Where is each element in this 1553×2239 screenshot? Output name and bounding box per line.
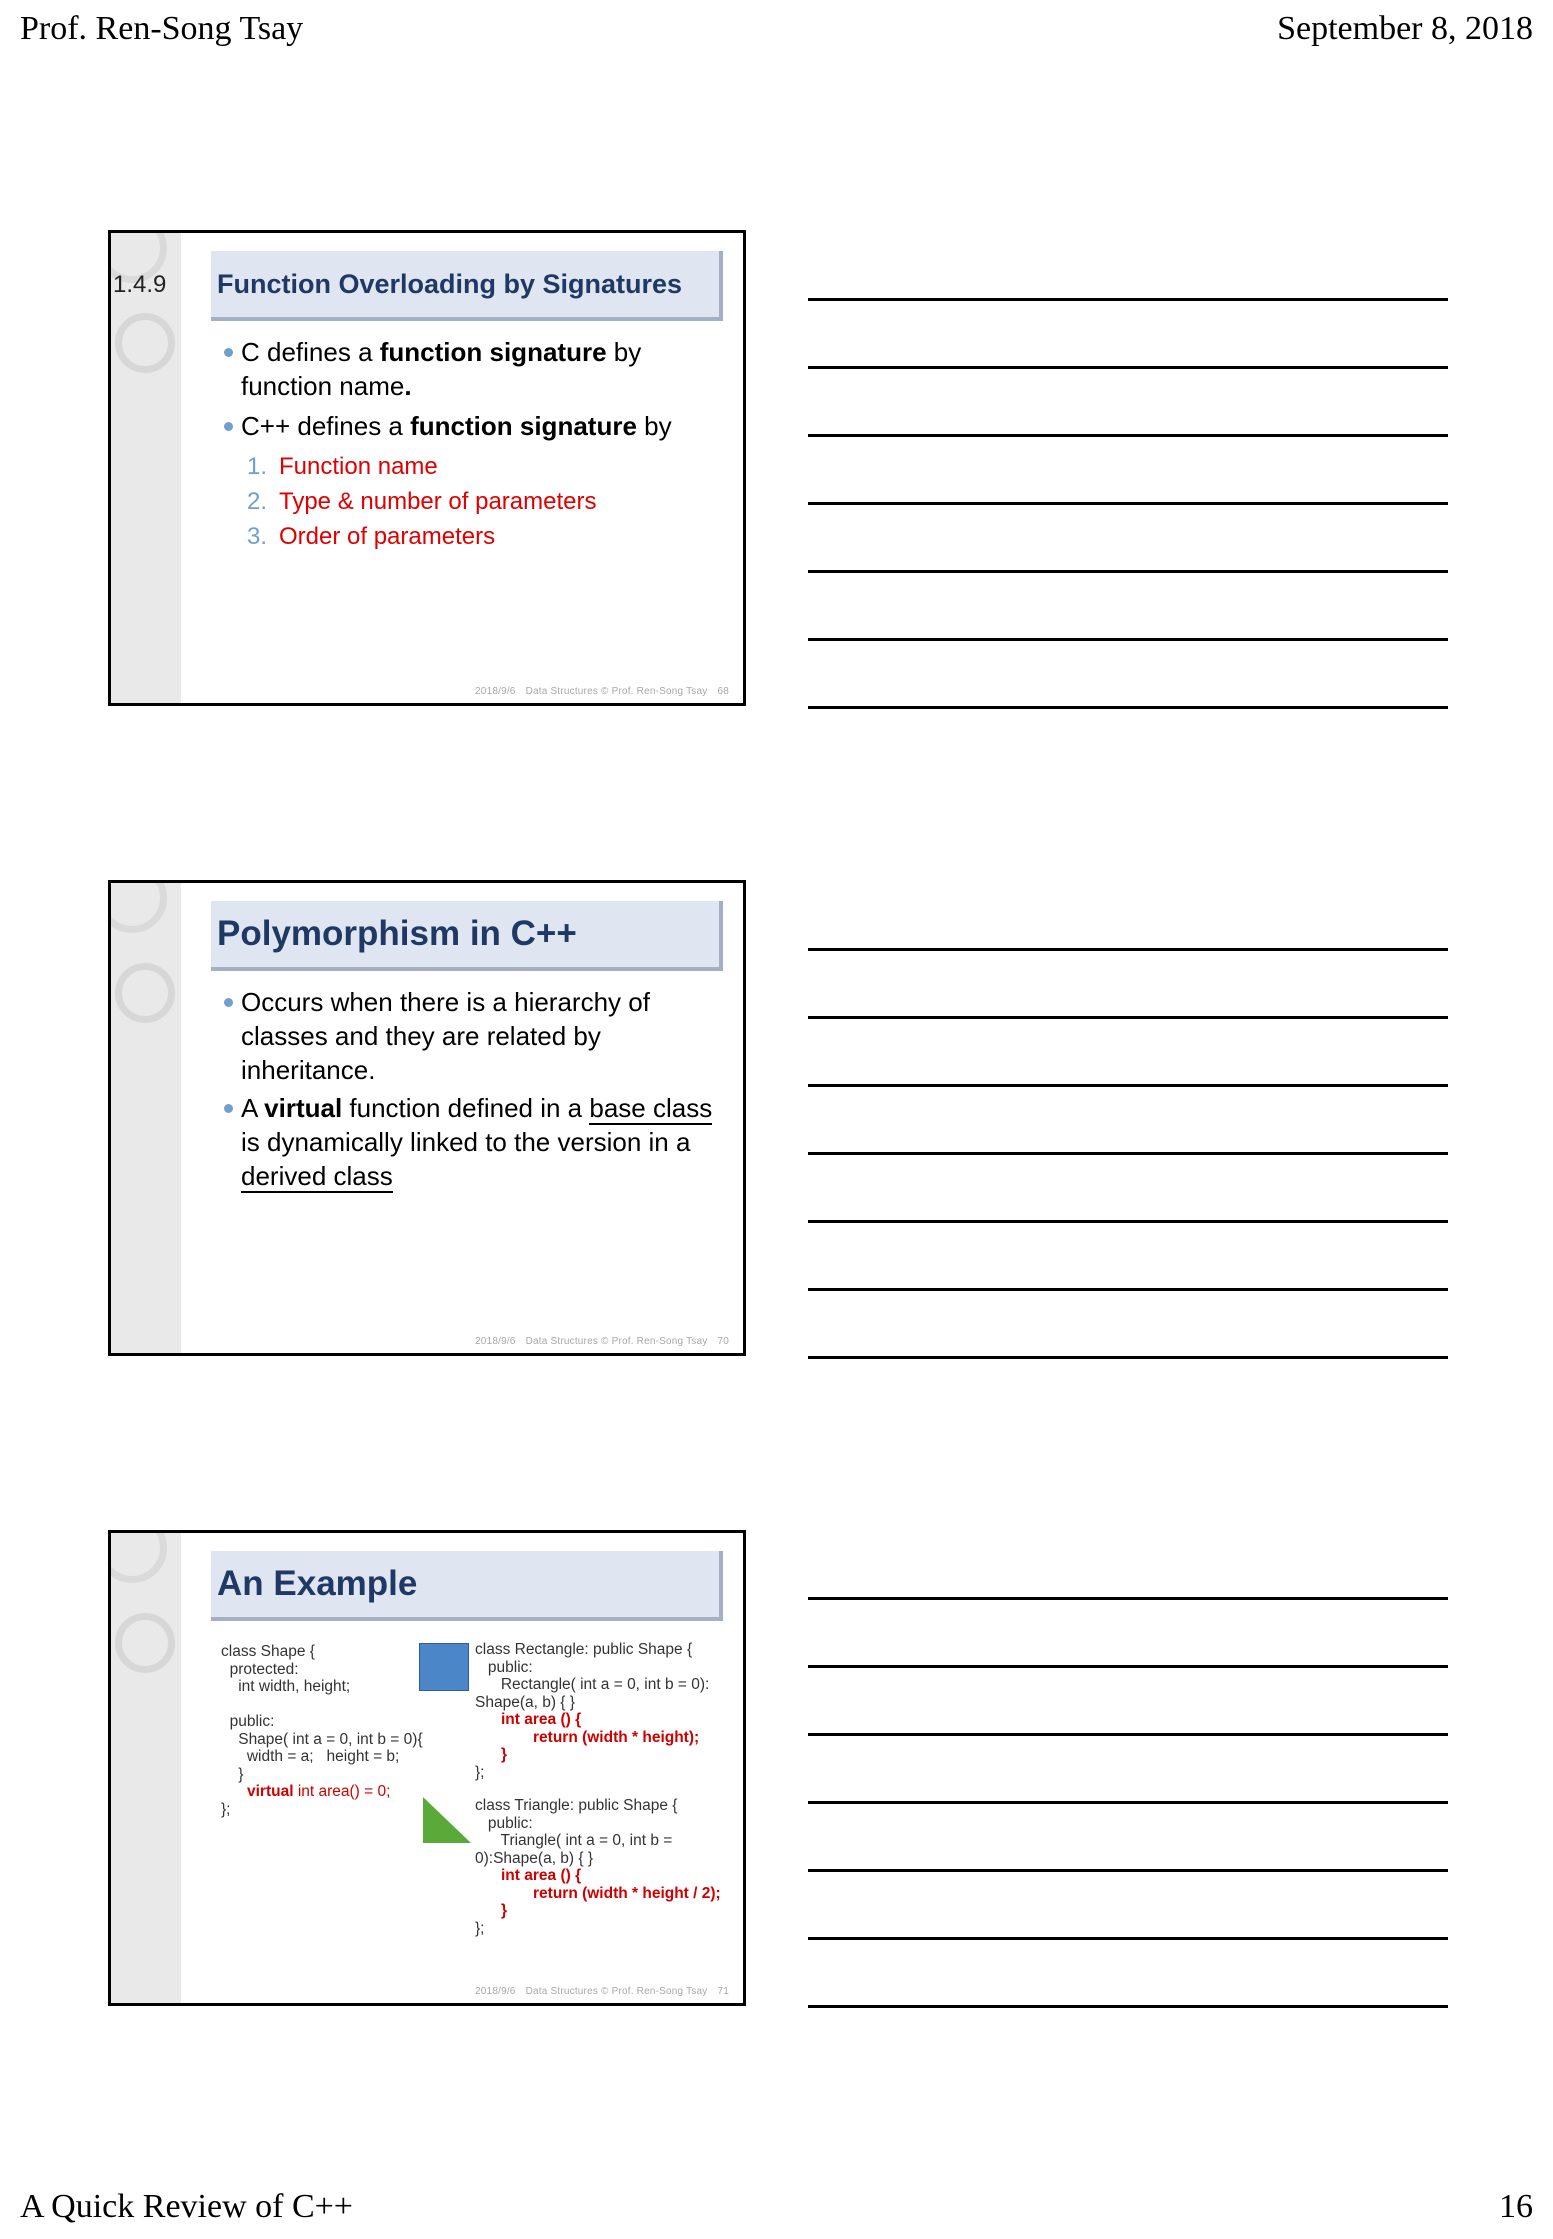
rectangle-icon — [419, 1643, 469, 1691]
code-shape-class — [221, 1643, 423, 1818]
slide-footer-course: Data Structures © Prof. Ren-Song Tsay — [525, 1986, 708, 1997]
slide-title-box — [211, 251, 723, 321]
bullet-period: . — [404, 371, 412, 401]
code-triangle-class — [475, 1797, 721, 1937]
slide-footer-date: 2018/9/6 — [475, 686, 516, 697]
bullet-item — [221, 1091, 721, 1193]
slide-side-strip — [111, 883, 181, 1353]
slide-footer-number: 68 — [717, 686, 729, 697]
slide-footer — [465, 1336, 729, 1347]
code-line: width = a; height = b; — [221, 1748, 400, 1765]
slide-footer — [465, 1986, 729, 1997]
bullet-item — [221, 985, 721, 1087]
bullet-text: function defined in a — [342, 1093, 590, 1123]
note-line — [808, 1016, 1448, 1019]
note-line — [808, 366, 1448, 369]
code-line: public: — [475, 1814, 533, 1832]
note-line — [808, 1356, 1448, 1359]
code-line: }; — [221, 1800, 231, 1818]
note-line — [808, 1288, 1448, 1291]
bullet-emphasis: function signature — [379, 337, 607, 367]
list-number: 2. — [247, 488, 268, 515]
list-number: 3. — [247, 523, 268, 550]
slide-footer-date: 2018/9/6 — [475, 1336, 516, 1347]
header-date: September 8, 2018 — [1277, 10, 1533, 47]
numbered-list — [247, 449, 721, 554]
slide-side-strip — [111, 233, 181, 703]
bullet-item — [221, 409, 721, 443]
list-item — [247, 484, 721, 519]
list-text: Type & number of parameters — [279, 488, 597, 515]
note-line — [808, 1597, 1448, 1600]
underlined-term: derived class — [241, 1161, 393, 1191]
code-line: } — [221, 1765, 244, 1783]
code-line: protected: — [221, 1660, 299, 1678]
bullet-text: by function name — [241, 337, 642, 401]
bullet-text: C defines a — [241, 337, 380, 367]
note-line — [808, 948, 1448, 951]
note-line — [808, 570, 1448, 573]
code-line: class Shape { — [221, 1643, 315, 1660]
list-text: Order of parameters — [279, 523, 496, 550]
list-item — [247, 449, 721, 484]
code-line: int width, height; — [221, 1678, 351, 1695]
note-line — [808, 638, 1448, 641]
slide-footer-course: Data Structures © Prof. Ren-Song Tsay — [525, 1336, 708, 1347]
slide-title-box — [211, 1551, 723, 1621]
bullet-text: A — [241, 1093, 265, 1123]
decorative-ring — [108, 880, 167, 933]
slide-footer-number: 71 — [717, 1986, 729, 1997]
bullet-list — [221, 985, 721, 1199]
code-text: int area() = 0; — [293, 1783, 391, 1800]
list-number: 1. — [247, 453, 268, 480]
note-line — [808, 1084, 1448, 1087]
note-line — [808, 706, 1448, 709]
note-line — [808, 1937, 1448, 1940]
bullet-text: C++ defines a — [241, 411, 411, 441]
code-line: int area () { — [501, 1867, 582, 1884]
bullet-list — [221, 335, 721, 554]
bullet-text: by — [636, 411, 672, 441]
code-line: Rectangle( int a = 0, int b = 0): — [475, 1676, 710, 1693]
note-line — [808, 434, 1448, 437]
decorative-ring — [108, 1530, 167, 1583]
slide-footer — [465, 686, 729, 697]
code-line: public: — [475, 1658, 533, 1676]
list-item — [247, 519, 721, 554]
note-line — [808, 1220, 1448, 1223]
slide-footer-number: 70 — [717, 1336, 729, 1347]
decorative-ring — [115, 313, 175, 373]
code-line: int area () { — [501, 1711, 582, 1728]
note-line — [808, 298, 1448, 301]
virtual-keyword: virtual — [247, 1783, 294, 1800]
document-title: A Quick Review of C++ — [20, 2188, 353, 2225]
note-line — [808, 1152, 1448, 1155]
code-line: } — [501, 1746, 508, 1763]
note-line — [808, 2005, 1448, 2008]
code-line: Shape( int a = 0, int b = 0){ — [221, 1730, 423, 1748]
slide-title: Function Overloading by Signatures — [217, 268, 683, 299]
list-text: Function name — [279, 453, 438, 480]
note-line — [808, 1801, 1448, 1804]
slide-an-example — [108, 1530, 746, 2006]
code-line: Triangle( int a = 0, int b = — [475, 1832, 673, 1849]
code-line: public: — [221, 1713, 275, 1730]
note-line — [808, 502, 1448, 505]
note-line — [808, 1665, 1448, 1668]
code-line: return (width * height); — [533, 1728, 700, 1746]
underlined-term: base class — [589, 1093, 713, 1123]
triangle-icon — [421, 1797, 473, 1845]
decorative-ring — [115, 1613, 175, 1673]
code-rectangle-class — [475, 1641, 709, 1781]
bullet-text: is dynamically linked to the version in a — [241, 1127, 691, 1157]
bullet-text: Occurs when there is a hierarchy of classes and they are related by inheritance. — [241, 987, 650, 1085]
code-line: class Triangle: public Shape { — [475, 1797, 678, 1814]
slide-function-overloading — [108, 230, 746, 706]
page-number: 16 — [1499, 2188, 1533, 2225]
slide-footer-course: Data Structures © Prof. Ren-Song Tsay — [525, 686, 708, 697]
code-line — [221, 1783, 423, 1801]
code-line: 0):Shape(a, b) { } — [475, 1849, 594, 1867]
code-line: Shape(a, b) { } — [475, 1693, 575, 1711]
header-author: Prof. Ren-Song Tsay — [20, 10, 304, 47]
bullet-emphasis: virtual — [264, 1093, 343, 1123]
slide-title: An Example — [217, 1564, 418, 1603]
section-number: 1.4.9 — [113, 271, 167, 298]
slide-title-box — [211, 901, 723, 971]
note-line — [808, 1733, 1448, 1736]
code-line: return (width * height / 2); — [533, 1884, 721, 1902]
slide-polymorphism — [108, 880, 746, 1356]
code-line: }; — [475, 1763, 485, 1781]
slide-footer-date: 2018/9/6 — [475, 1986, 516, 1997]
slide-title: Polymorphism in C++ — [217, 914, 577, 953]
note-line — [808, 1869, 1448, 1872]
decorative-ring — [115, 963, 175, 1023]
slide-side-strip — [111, 1533, 181, 2003]
bullet-emphasis: function signature — [410, 411, 637, 441]
code-line: class Rectangle: public Shape { — [475, 1641, 693, 1658]
code-line: } — [501, 1902, 508, 1919]
code-line: }; — [475, 1919, 485, 1937]
bullet-item — [221, 335, 721, 403]
